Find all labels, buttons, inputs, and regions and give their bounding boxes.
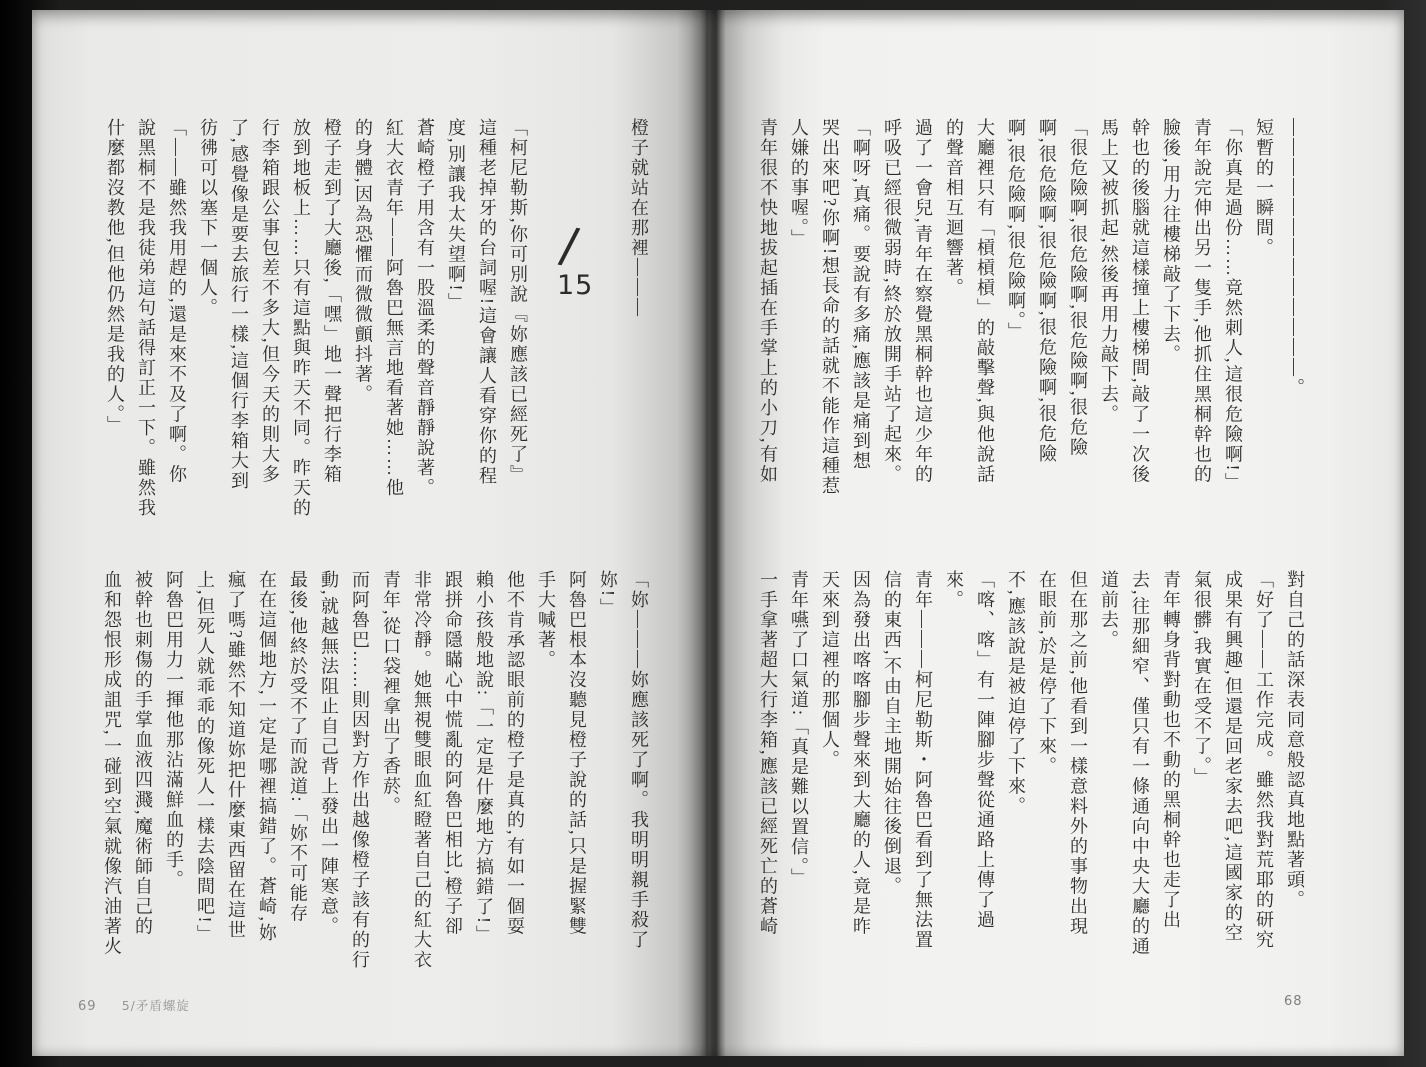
text-column: 動,就越無法阻止自己背上發出一陣寒意。 [319,570,339,937]
text-column: 了,感覺像是要去旅行一樣,這個行李箱大到 [229,118,249,491]
text-column: 不,應該說是被迫停了下來。 [1006,570,1026,817]
text-column: 紅大衣青年——阿魯巴無言地看著她……他 [384,118,404,498]
text-column: —————————————。 [1285,118,1305,398]
text-column: 馬上又被抓起,然後再用力敲下去。 [1099,118,1119,425]
footer-right [1284,994,1303,1009]
text-column: 天來到這裡的那個人。 [820,570,840,770]
footer-left [78,996,190,1014]
text-column: 臉後,用力往樓梯敲了下去。 [1161,118,1181,365]
text-column: 青年說完伸出另一隻手,他抓住黑桐幹也的 [1192,118,1212,485]
right-page-top-text [752,118,1310,570]
text-column: 對自己的話深表同意般認真地點著頭。 [1285,570,1305,910]
text-column: 的身體,因為恐懼而微微顫抖著。 [353,118,373,405]
text-column: 去,往那細窄、僅只有一條通向中央大廳的通 [1130,570,1150,957]
text-column: 大廳裡只有「槓槓槓」的敲擊聲,與他說話 [975,118,995,485]
section-15-marker [533,118,623,570]
text-column: 「好了——工作完成。雖然我對荒耶的研究 [1254,570,1274,950]
text-column: 上,但死人就乖乖的像死人一樣去陰間吧!」 [195,570,215,945]
text-column: 手大喊著。 [536,570,556,670]
text-column: 青年很不快地拔起插在手掌上的小刀,有如 [758,118,778,485]
text-column: 「妳———妳應該死了啊。我明明親手殺了 [629,570,649,950]
text-column: 幹也的後腦就這樣撞上樓梯間,敲了一次後 [1130,118,1150,485]
text-column: 青年轉身背對動也不動的黑桐幹也走了出 [1161,570,1181,930]
text-column: 青年,從口袋裡拿出了香菸。 [381,570,401,817]
opening-line-column: 橙子就站在那裡——— [629,118,649,318]
text-column: 道前去。 [1099,570,1119,650]
text-column: 信的東西,不由自主地開始往後倒退。 [882,570,902,897]
text-column: 但在那之前,他看到一樣意料外的事物出現 [1068,570,1088,937]
text-column: 非常冷靜。她無視雙眼血紅瞪著自己的紅大衣 [412,570,432,970]
text-column: 彷彿可以塞下一個人。 [198,118,218,318]
text-column: 氣很髒,我實在受不了。」 [1192,570,1212,788]
text-column: 這種老掉牙的台詞喔!這會讓人看穿你的程 [477,118,497,486]
page-number-left: 69 [78,999,97,1014]
text-column: 跟拼命隱瞞心中慌亂的阿魯巴相比,橙子卻 [443,570,463,937]
text-column: 「很危險啊,很危險啊,很危險啊,很危險 [1068,118,1088,458]
text-column: 哭出來吧?你啊!想長命的話就不能作這種惹 [820,118,840,496]
text-column: 橙子走到了大廳後,「嘿」地一聲把行李箱 [322,118,342,485]
text-column: 什麼都沒教他,但他仍然是我的人。」 [105,118,125,436]
left-page-top-text [99,118,654,570]
text-column: 血和怨恨形成詛咒,一碰到空氣就像汽油著火 [102,570,122,957]
text-column: 啊,很危險啊,很危險啊。」 [1006,118,1026,342]
text-column: 阿魯巴根本沒聽見橙子說的話,只是握緊雙 [567,570,587,937]
text-column: 短暫的一瞬間。 [1254,118,1274,258]
text-column: 他不肯承認眼前的橙子是真的,有如一個耍 [505,570,525,937]
text-column: 啊,很危險啊,很危險啊,很危險啊,很危險 [1037,118,1057,464]
text-column: 成果有興趣,但還是回老家去吧,這國家的空 [1223,570,1243,943]
text-column: 青年嚥了口氣道:「真是難以置信。」 [789,570,809,889]
text-column: 最後,他終於受不了而說道:「妳不可能存 [288,570,308,924]
text-column: 「你真是過份……竟然刺人,這很危險啊!」 [1223,118,1243,493]
text-column: 在在這個地方,一定是哪裡搞錯了。蒼崎,妳 [257,570,277,943]
text-column: 人嫌的事喔。」 [789,118,809,249]
text-column: 度,別讓我太失望啊!」 [446,118,466,313]
text-column: 「——雖然我用趕的,還是來不及了啊。你 [167,118,187,485]
text-column: 而阿魯巴……則因對方作出越像橙子該有的行 [350,570,370,970]
text-column: 一手拿著超大行李箱,應該已經死亡的蒼崎 [758,570,778,937]
book-spread [32,10,1404,1056]
text-column: 說黑桐不是我徒弟這句話得訂正一下。雖然我 [136,118,156,518]
text-column: 阿魯巴用力一揮他那沾滿鮮血的手。 [164,570,184,890]
text-column: 來。 [944,570,964,610]
section-number: 15 [557,270,594,301]
left-page-bottom-text [96,570,654,1022]
text-column: 在眼前,於是停了下來。 [1037,570,1057,777]
text-column: 行李箱跟公事包差不多大,但今天的則大多 [260,118,280,485]
page-right [708,10,1404,1056]
text-column: 蒼崎橙子用含有一股溫柔的聲音靜靜說著。 [415,118,435,498]
text-column: 賴小孩般地說:「一定是什麼地方搞錯了!」 [474,570,494,945]
page-left [32,10,708,1056]
text-column: 妳!」 [598,570,618,618]
text-column: 放到地板上……只有這點與昨天不同。昨天的 [291,118,311,518]
gutter-crease [690,10,726,1056]
text-column: 被幹也刺傷的手掌血液四濺,魔術師自己的 [133,570,153,937]
text-column: 呼吸已經很微弱時,終於放開手站了起來。 [882,118,902,485]
text-column: 因為發出喀喀腳步聲來到大廳的人,竟是昨 [851,570,871,937]
text-column: 「啊呀,真痛。要說有多痛,應該是痛到想 [851,118,871,471]
chapter-label: 5/矛盾螺旋 [121,998,190,1013]
text-column: 「柯尼勒斯,你可別說『妳應該已經死了』 [508,118,528,485]
text-column: 的聲音相互迴響著。 [944,118,964,298]
left-top-columns [99,118,533,570]
section-slash-icon: / [556,216,584,276]
text-column: 瘋了嗎?雖然不知道妳把什麼東西留在這世 [226,570,246,940]
text-column: 青年———柯尼勒斯・阿魯巴看到了無法置 [913,570,933,950]
page-number-right: 68 [1284,994,1303,1009]
right-page-bottom-text [752,570,1310,1022]
text-column: 過了一會兒,青年在察覺黑桐幹也這少年的 [913,118,933,485]
text-column: 「喀、喀」有一陣腳步聲從通路上傳了過 [975,570,995,930]
